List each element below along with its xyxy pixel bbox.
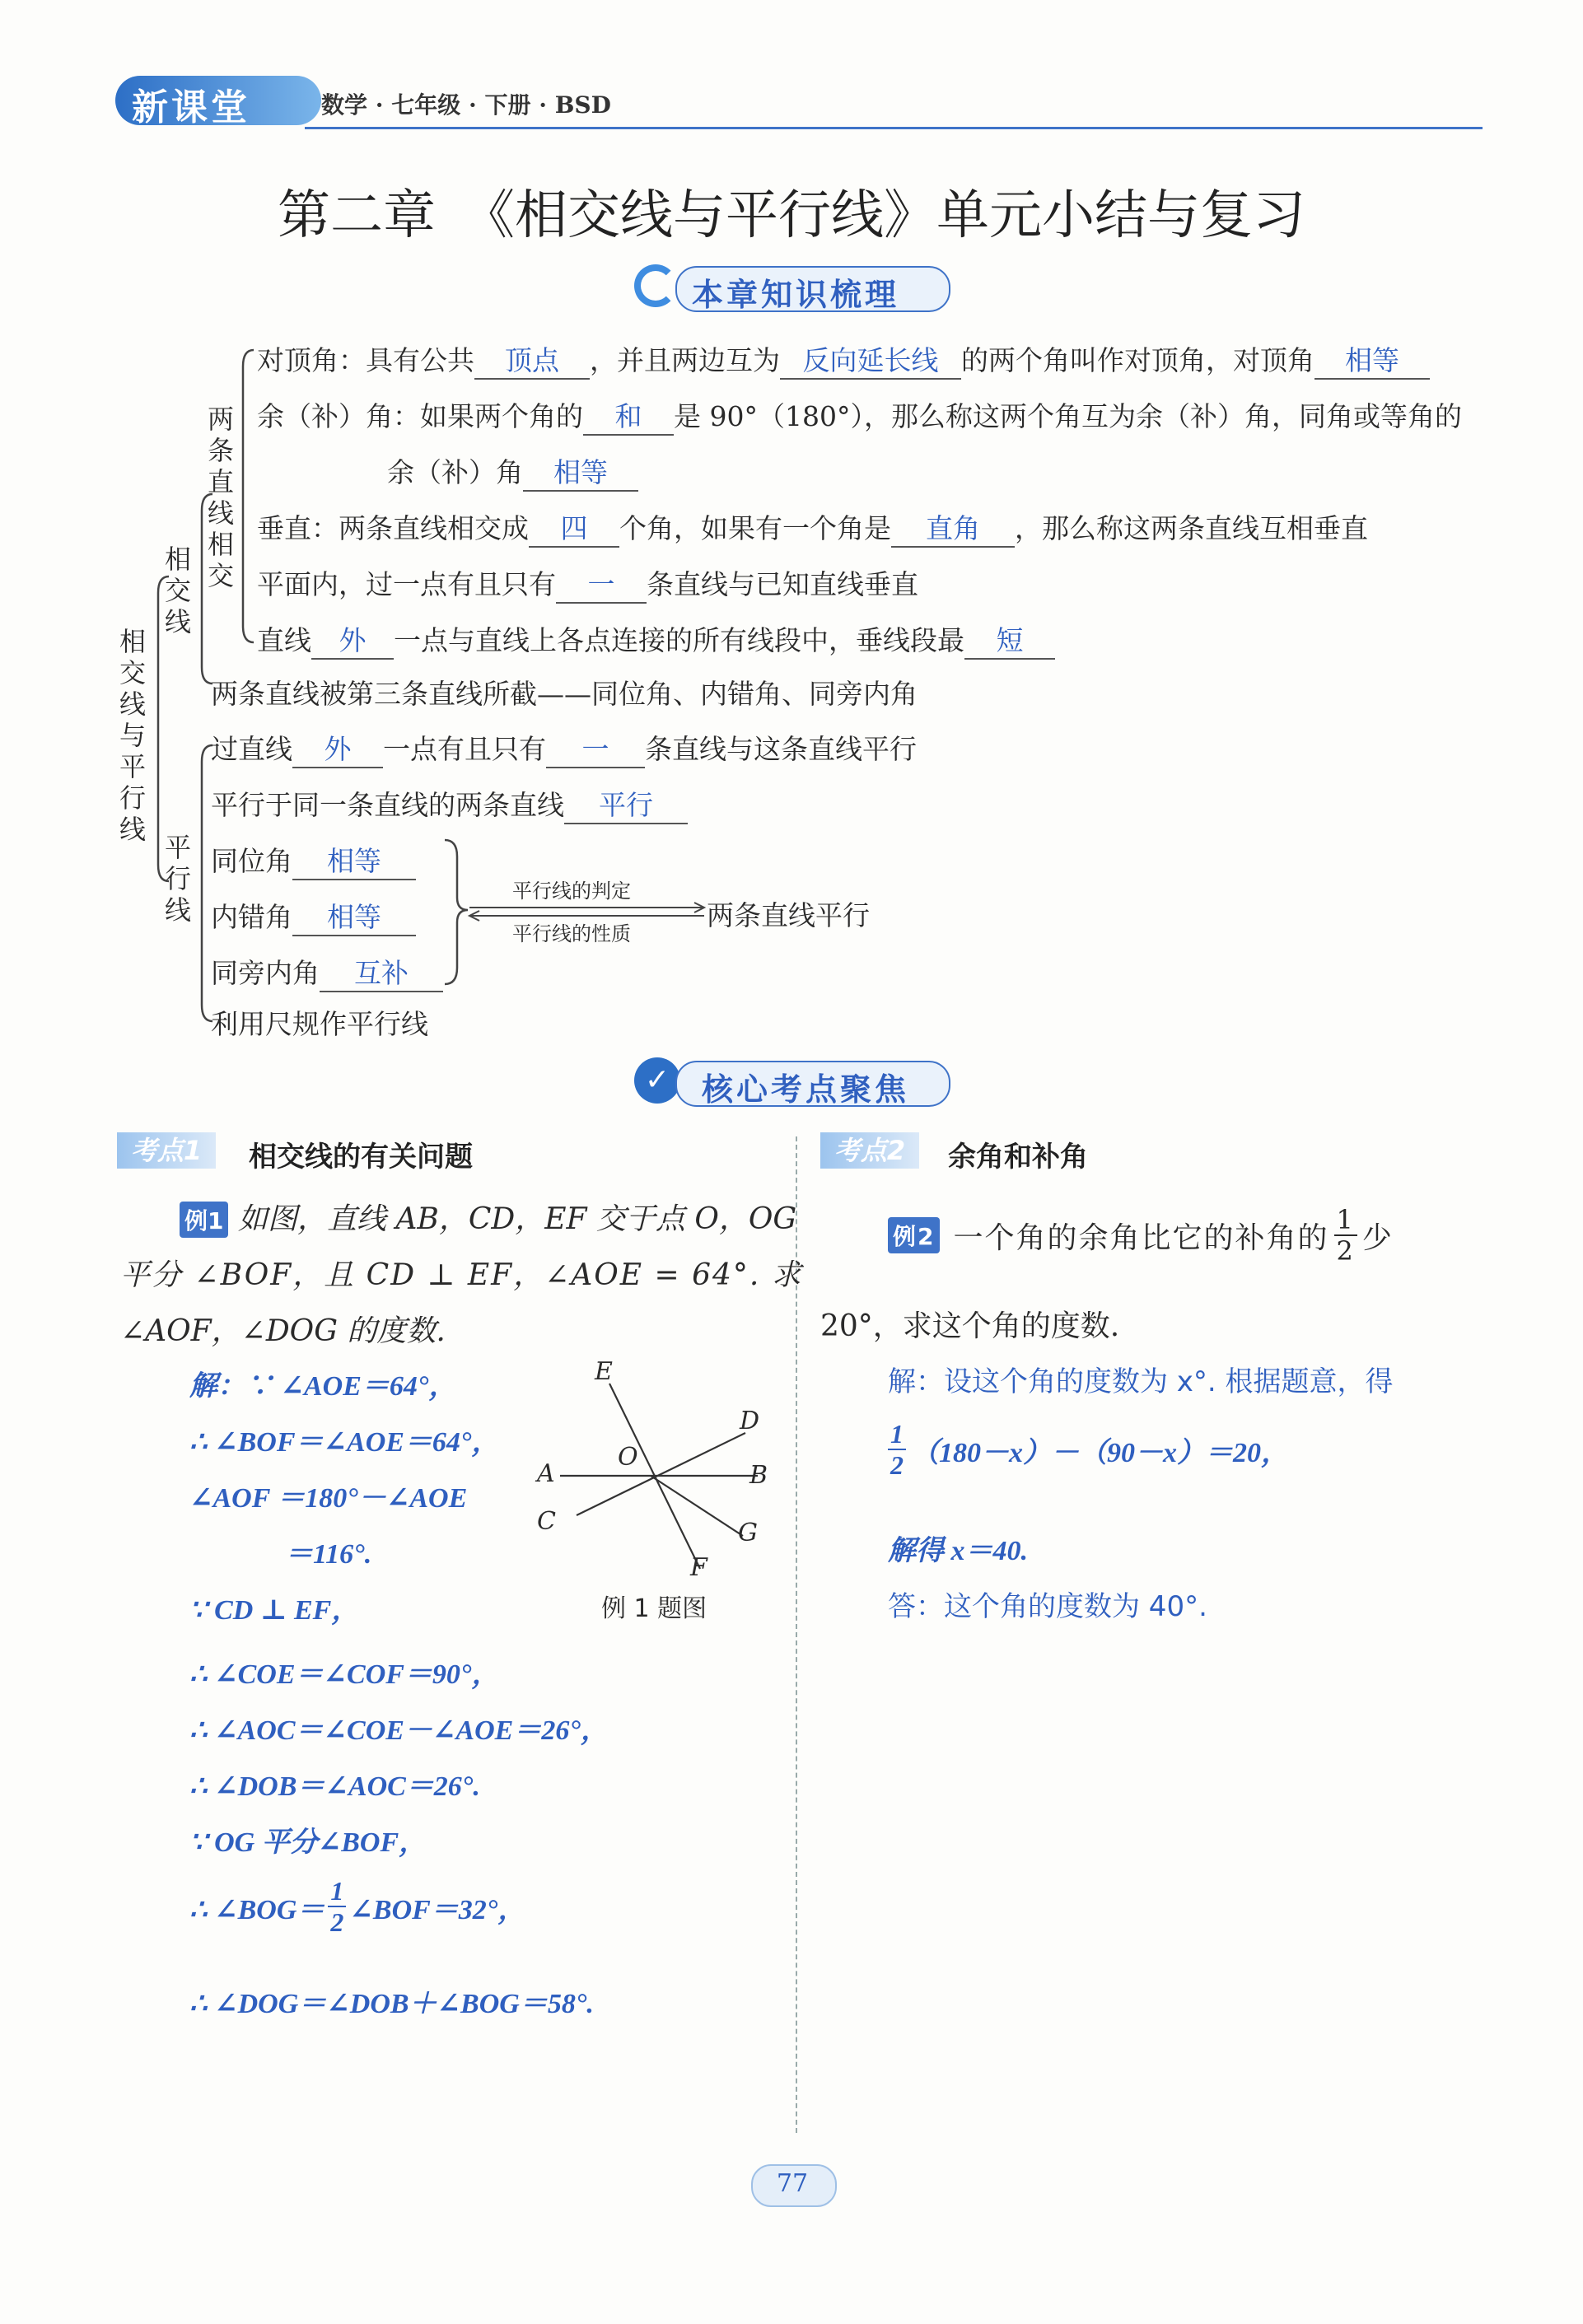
example-2-sol-4: 答：这个角的度数为 40°. bbox=[888, 1590, 1207, 1623]
example-1-sol-4: ＝116°. bbox=[285, 1539, 372, 1570]
example-1-sol-8: ∴ ∠DOB＝∠AOC＝26°. bbox=[189, 1771, 480, 1802]
geometry-diagram bbox=[527, 1351, 774, 1581]
fraction: $\frac{1}{2}$ bbox=[888, 1421, 906, 1478]
example-2-sol-2: $\frac{1}{2}$ （180－x）－（90－x）＝20， bbox=[888, 1421, 1289, 1478]
keypoint-1-tag: 考点1 bbox=[117, 1132, 216, 1169]
example-1-q-line-3: ∠AOF，∠DOG 的度数. bbox=[120, 1314, 446, 1348]
example-1-q-line-2: 平分 ∠BOF，且 CD ⊥ EF，∠AOE = 64°. 求 bbox=[120, 1258, 803, 1292]
answer-blank: 四 bbox=[529, 507, 619, 548]
point-label-C: C bbox=[537, 1507, 556, 1536]
tree-row-cointerior: 同旁内角 互补 bbox=[211, 952, 443, 992]
example-1-sol-1: 解：∵ ∠AOE＝64°， bbox=[189, 1371, 457, 1402]
tree-row-parallel-transitive: 平行于同一条直线的两条直线 平行 bbox=[211, 784, 688, 824]
tree-row-perp-unique: 平面内，过一点有且只有 一 条直线与已知直线垂直 bbox=[257, 563, 918, 604]
example-1-q-line-1: 例1 如图，直线 AB，CD，EF 交于点 O，OG bbox=[180, 1196, 796, 1238]
tree-branch-parallel: 平行线 bbox=[164, 832, 191, 926]
answer-blank: 相等 bbox=[1314, 339, 1430, 380]
keypoint-2-tag: 考点2 bbox=[820, 1132, 919, 1169]
tree-row-alternate: 内错角 相等 bbox=[211, 896, 416, 936]
answer-blank: 短 bbox=[964, 619, 1055, 660]
example-2-tag: 例2 bbox=[888, 1217, 940, 1253]
example-2-sol-3: 解得 x＝40. bbox=[888, 1536, 1028, 1566]
section-title-knowledge: 本章知识梳理 bbox=[692, 277, 900, 313]
example-1-sol-3: ∠AOF ＝180°－∠AOE bbox=[189, 1483, 468, 1514]
example-2-sol-1: 解：设这个角的度数为 x°. 根据题意，得 bbox=[888, 1365, 1394, 1398]
point-label-A: A bbox=[537, 1459, 555, 1488]
example-1-sol-6: ∴ ∠COE＝∠COF＝90°， bbox=[189, 1659, 500, 1690]
tree-row-perp-shortest: 直线 外 一点与直线上各点连接的所有线段中，垂线段最 短 bbox=[257, 619, 1055, 660]
point-label-E: E bbox=[595, 1357, 613, 1386]
keypoint-2-title: 余角和补角 bbox=[948, 1141, 1088, 1174]
fraction: $\frac{1}{2}$ bbox=[328, 1878, 346, 1935]
answer-blank: 反向延长线 bbox=[780, 339, 961, 380]
page-title: 第二章 《相交线与平行线》单元小结与复习 bbox=[278, 185, 1305, 246]
answer-blank: 一 bbox=[546, 728, 645, 768]
tree-row-parallel-unique: 过直线 外 一点有且只有 一 条直线与这条直线平行 bbox=[211, 728, 917, 768]
answer-blank: 外 bbox=[292, 728, 383, 768]
tree-branch-two-lines: 两条直线相交 bbox=[207, 404, 234, 591]
section-banner-core bbox=[634, 1054, 964, 1108]
answer-blank: 互补 bbox=[320, 952, 443, 992]
tree-row-construction: 利用尺规作平行线 bbox=[211, 1008, 428, 1040]
arrow-result: 两条直线平行 bbox=[707, 899, 870, 931]
header-subtitle: 数学 · 七年级 · 下册 · BSD bbox=[321, 91, 611, 119]
point-label-B: B bbox=[749, 1461, 768, 1490]
answer-blank: 一 bbox=[556, 563, 647, 604]
example-2-q-line-2: 20°，求这个角的度数. bbox=[820, 1309, 1120, 1343]
tree-row-corresponding: 同位角 相等 bbox=[211, 840, 416, 880]
tree-row-vertical-angles: 对顶角：具有公共 顶点 ，并且两边互为 反向延长线 的两个角叫作对顶角，对顶角 相等 bbox=[257, 339, 1430, 380]
answer-blank: 顶点 bbox=[474, 339, 590, 380]
answer-blank: 直角 bbox=[891, 507, 1015, 548]
tree-root-label: 相交线与平行线 bbox=[119, 626, 146, 845]
arrow-label-criteria: 平行线的判定 bbox=[512, 880, 631, 903]
point-label-O: O bbox=[618, 1443, 638, 1472]
answer-blank: 相等 bbox=[292, 840, 416, 880]
example-1-sol-11: ∴ ∠DOG＝∠DOB＋∠BOG＝58°. bbox=[189, 1989, 594, 2019]
section-title-core: 核心考点聚焦 bbox=[702, 1071, 910, 1108]
page-number: 77 bbox=[776, 2169, 809, 2198]
tree-row-complementary: 余（补）角：如果两个角的 和 是 90°（180°），那么称这两个角互为余（补）角，同角或等角的 bbox=[257, 395, 1462, 436]
tree-branch-intersect: 相交线 bbox=[164, 544, 191, 637]
answer-blank: 和 bbox=[583, 395, 674, 436]
example-1-sol-7: ∴ ∠AOC＝∠COE－∠AOE＝26°， bbox=[189, 1715, 609, 1746]
point-label-D: D bbox=[740, 1407, 760, 1435]
answer-blank: 相等 bbox=[523, 451, 638, 492]
figure-caption: 例 1 题图 bbox=[601, 1594, 707, 1623]
arrow-label-property: 平行线的性质 bbox=[512, 922, 631, 945]
example-1-sol-9: ∵ OG 平分∠BOF， bbox=[189, 1827, 427, 1858]
answer-blank: 相等 bbox=[292, 896, 416, 936]
keypoint-1-title: 相交线的有关问题 bbox=[249, 1141, 473, 1174]
knowledge-tree bbox=[0, 0, 1583, 1071]
example-1-sol-2: ∴ ∠BOF＝∠AOE＝64°， bbox=[189, 1427, 500, 1458]
tree-row-transversal: 两条直线被第三条直线所截——同位角、内错角、同旁内角 bbox=[211, 678, 918, 710]
tree-row-perpendicular: 垂直：两条直线相交成 四 个角，如果有一个角是 直角 ，那么称这两条直线互相垂直 bbox=[257, 507, 1368, 548]
point-label-G: G bbox=[738, 1519, 758, 1547]
point-label-F: F bbox=[690, 1553, 707, 1582]
answer-blank: 平行 bbox=[564, 784, 688, 824]
example-2-q-line-1: 例2 一个角的余角比它的补角的 $\frac{1}{2}$ 少 bbox=[888, 1206, 1394, 1264]
fraction: $\frac{1}{2}$ bbox=[1334, 1206, 1357, 1264]
answer-blank: 外 bbox=[311, 619, 394, 660]
tree-row-complementary-2: 余（补）角 相等 bbox=[387, 451, 638, 492]
logo-text: 新课堂 bbox=[132, 86, 250, 128]
check-icon: ✓ bbox=[634, 1057, 680, 1104]
example-1-sol-5: ∵ CD ⊥ EF， bbox=[189, 1595, 360, 1626]
example-1-sol-10: ∴ ∠BOG＝ $\frac{1}{2}$ ∠BOF＝32°， bbox=[189, 1876, 526, 1937]
example-1-figure bbox=[527, 1351, 774, 1622]
example-1-tag: 例1 bbox=[180, 1202, 228, 1238]
